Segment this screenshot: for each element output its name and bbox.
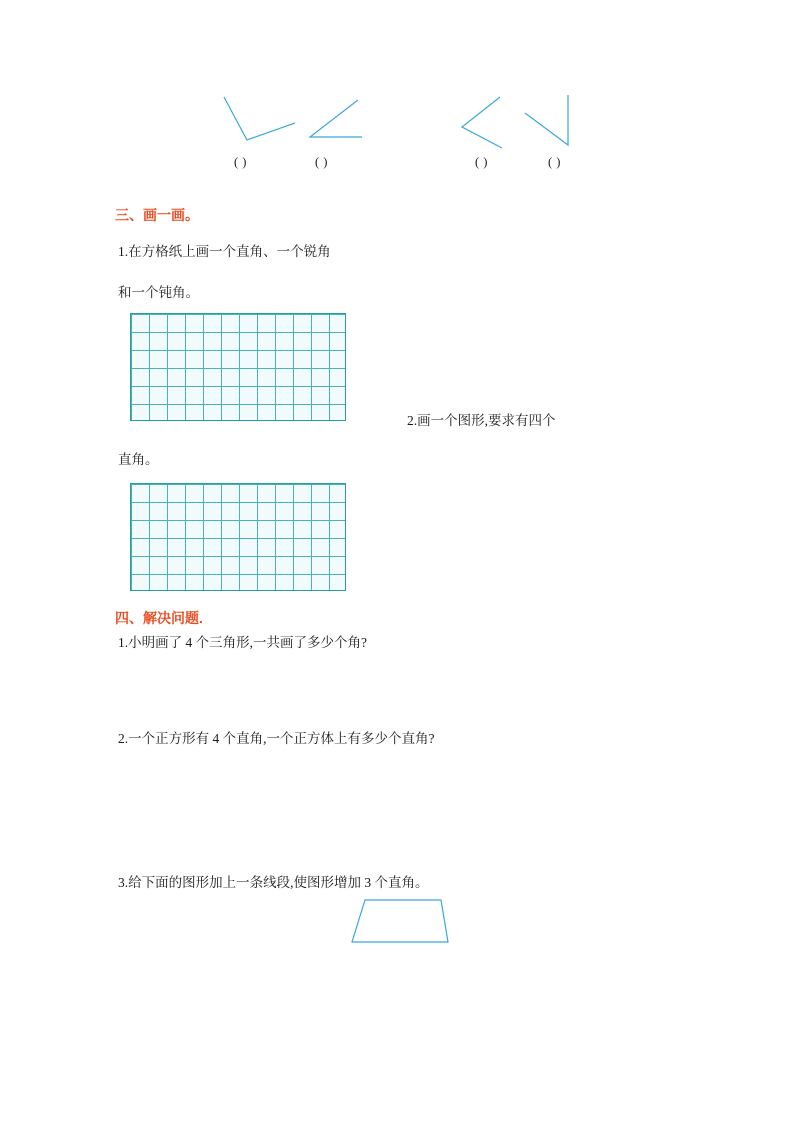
- section-heading-three: 三、画一画。: [115, 207, 199, 223]
- section-heading-four: 四、解决问题.: [115, 610, 203, 626]
- answer-grid-two[interactable]: [130, 483, 346, 591]
- angle-figure-1: [224, 97, 295, 140]
- answer-grid-one[interactable]: [130, 313, 346, 421]
- angle-figure-4: [525, 95, 568, 145]
- question-4-1: 1.小明画了 4 个三角形,一共画了多少个角?: [118, 635, 367, 650]
- question-3-1: 1.在方格纸上画一个直角、一个锐角: [118, 244, 331, 259]
- angle-blank-4[interactable]: ( ): [548, 155, 561, 169]
- angle-figure-2: [310, 100, 362, 137]
- angle-figure-3: [462, 97, 502, 148]
- angle-blank-2[interactable]: ( ): [315, 155, 328, 169]
- question-4-3: 3.给下面的图形加上一条线段,使图形增加 3 个直角。: [118, 875, 429, 890]
- trapezoid-svg: [348, 898, 458, 953]
- angle-blank-1[interactable]: ( ): [234, 155, 247, 169]
- trapezoid-figure: [348, 898, 458, 958]
- question-3-2-cont: 直角。: [118, 452, 159, 467]
- question-3-2: 2.画一个图形,要求有四个: [407, 413, 556, 428]
- question-3-1-cont: 和一个钝角。: [118, 285, 199, 300]
- angle-figures-group: [200, 85, 620, 175]
- angle-blank-3[interactable]: ( ): [475, 155, 488, 169]
- question-4-2: 2.一个正方形有 4 个直角,一个正方体上有多少个直角?: [118, 731, 435, 746]
